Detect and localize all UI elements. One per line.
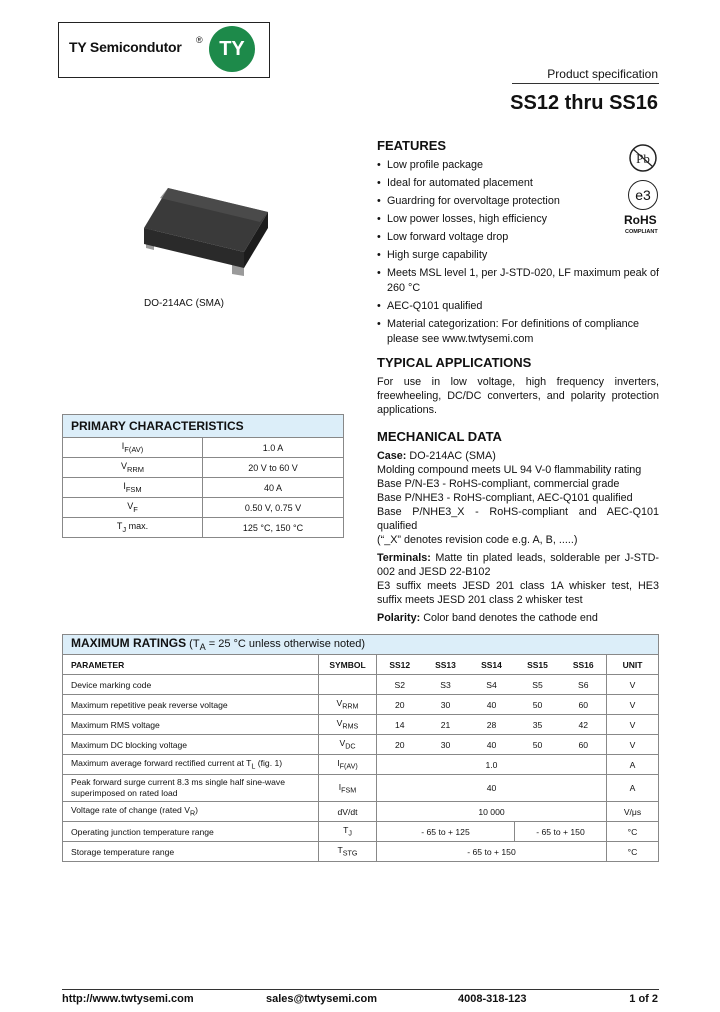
list-item: • Meets MSL level 1, per J-STD-020, LF maximum peak of 260 °C <box>377 266 659 296</box>
typical-applications-heading: TYPICAL APPLICATIONS <box>377 355 532 370</box>
column-header: SS15 <box>515 655 561 675</box>
footer-email[interactable]: sales@twtysemi.com <box>266 993 377 1005</box>
param-cell: Maximum average forward rectified current at $T_L$ (fig. 1) <box>63 755 319 775</box>
table-row <box>63 478 344 498</box>
value-cell: 60 <box>561 695 607 715</box>
terminals-label: Terminals: <box>377 552 431 564</box>
value-cell: 10 000 <box>377 802 607 822</box>
e3-text: e3 <box>635 187 651 203</box>
rohs-compliant-label: COMPLIANT <box>625 229 658 235</box>
symbol-cell: $V_{RMS}$ <box>319 715 377 735</box>
value-cell: 20 <box>377 695 423 715</box>
registered-mark: ® <box>196 35 203 45</box>
value-cell: - 65 to + 150 <box>377 842 607 862</box>
column-header: SS14 <box>469 655 515 675</box>
value-cell: 28 <box>469 715 515 735</box>
ty-emblem-icon <box>209 26 255 72</box>
mechanical-line: Molding compound meets UL 94 V-0 flammability rating <box>377 464 642 476</box>
list-item: • Material categorization: For definitions of compliance please see www.twtysemi.com <box>377 317 659 347</box>
table-row <box>63 675 659 695</box>
list-item: • AEC-Q101 qualified <box>377 297 659 315</box>
param-symbol: $T_J$ max. <box>63 518 203 538</box>
case-line <box>377 449 659 463</box>
unit-cell: V/μs <box>607 802 659 822</box>
table-header-row <box>63 655 659 675</box>
table-row <box>63 715 659 735</box>
list-item: • Low power losses, high efficiency <box>377 210 659 228</box>
value-cell: - 65 to + 125 <box>377 822 515 842</box>
symbol-cell: $I_{F(AV)}$ <box>319 755 377 775</box>
value-cell: 50 <box>515 695 561 715</box>
table-row <box>63 735 659 755</box>
e3-icon <box>628 180 658 210</box>
column-header: SS16 <box>561 655 607 675</box>
table-row <box>63 695 659 715</box>
primary-characteristics-heading: PRIMARY CHARACTERISTICS <box>63 415 344 438</box>
mechanical-line: (“_X” denotes revision code e.g. A, B, .....) <box>377 534 578 546</box>
value-cell: 14 <box>377 715 423 735</box>
lead-free-icon <box>628 143 658 173</box>
param-symbol: $V_F$ <box>63 498 203 518</box>
mechanical-data-block <box>377 449 659 625</box>
unit-cell: V <box>607 735 659 755</box>
symbol-cell: $V_{DC}$ <box>319 735 377 755</box>
value-cell: S3 <box>423 675 469 695</box>
case-value: DO-214AC (SMA) <box>409 450 496 462</box>
value-cell: 60 <box>561 735 607 755</box>
unit-cell: A <box>607 775 659 802</box>
column-header: SYMBOL <box>319 655 377 675</box>
unit-cell: A <box>607 755 659 775</box>
terminals-line <box>377 551 659 579</box>
value-cell: S2 <box>377 675 423 695</box>
value-cell: S5 <box>515 675 561 695</box>
package-label: DO-214AC (SMA) <box>144 298 225 309</box>
unit-cell: °C <box>607 842 659 862</box>
footer-url[interactable]: http://www.twtysemi.com <box>62 993 194 1005</box>
value-cell: - 65 to + 150 <box>515 822 607 842</box>
case-label: Case: <box>377 450 407 462</box>
rohs-label: RoHS <box>624 213 657 227</box>
value-cell: 21 <box>423 715 469 735</box>
param-cell: Maximum DC blocking voltage <box>63 735 319 755</box>
table-row <box>63 802 659 822</box>
column-header: PARAMETER <box>63 655 319 675</box>
mechanical-line: Base P/NHE3 - RoHS-compliant, AEC-Q101 qualified <box>377 492 633 504</box>
list-item: • Ideal for automated placement <box>377 174 659 192</box>
table-row <box>63 518 344 538</box>
typical-applications-text: For use in low voltage, high frequency inverters, freewheeling, DC/DC converters, and polarity protection applications. <box>377 376 659 416</box>
polarity-value: Color band denotes the cathode end <box>423 612 598 624</box>
features-heading: FEATURES <box>377 138 447 153</box>
value-cell: S6 <box>561 675 607 695</box>
symbol-cell: $V_{RRM}$ <box>319 695 377 715</box>
symbol-cell: $T_J$ <box>319 822 377 842</box>
primary-characteristics-table <box>62 414 344 538</box>
value-cell: 1.0 <box>377 755 607 775</box>
footer-phone: 4008-318-123 <box>458 993 527 1005</box>
emblem-text: TY <box>219 37 245 60</box>
symbol-cell: $I_{FSM}$ <box>319 775 377 802</box>
sma-package-image <box>140 170 270 290</box>
param-value: 125 °C, 150 °C <box>203 518 344 538</box>
table-row <box>63 755 659 775</box>
terminals-extra: E3 suffix meets JESD 201 class 1A whisker test, HE3 suffix meets JESD 201 class 2 whisker test <box>377 580 659 606</box>
value-cell: 20 <box>377 735 423 755</box>
unit-cell: °C <box>607 822 659 842</box>
column-header: UNIT <box>607 655 659 675</box>
maximum-ratings-table <box>62 634 659 862</box>
unit-cell: V <box>607 675 659 695</box>
mechanical-line: Base P/NHE3_X - RoHS-compliant and AEC-Q101 qualified <box>377 506 659 532</box>
column-header: SS13 <box>423 655 469 675</box>
table-row <box>63 842 659 862</box>
param-cell: Maximum RMS voltage <box>63 715 319 735</box>
list-item: • Guardring for overvoltage protection <box>377 192 659 210</box>
param-cell: Device marking code <box>63 675 319 695</box>
header-divider <box>512 83 659 84</box>
value-cell: 40 <box>469 695 515 715</box>
param-cell: Maximum repetitive peak reverse voltage <box>63 695 319 715</box>
terminals-value: Matte tin plated leads, solderable per J-STD-002 and JESD 22-B102 <box>377 552 659 578</box>
value-cell: S4 <box>469 675 515 695</box>
product-spec-label: Product specification <box>547 67 658 81</box>
param-symbol: $I_{F(AV)}$ <box>63 438 203 458</box>
param-value: 0.50 V, 0.75 V <box>203 498 344 518</box>
polarity-line <box>377 611 659 625</box>
param-value: 20 V to 60 V <box>203 458 344 478</box>
company-name: TY Semicondutor <box>69 39 182 55</box>
param-cell: Voltage rate of change (rated $V_R$) <box>63 802 319 822</box>
symbol-cell: $T_{STG}$ <box>319 842 377 862</box>
maximum-ratings-heading: MAXIMUM RATINGS ($T_A = 25$ °C unless otherwise noted) <box>63 635 659 655</box>
value-cell: 50 <box>515 735 561 755</box>
value-cell: 30 <box>423 735 469 755</box>
value-cell: 42 <box>561 715 607 735</box>
value-cell: 35 <box>515 715 561 735</box>
table-row <box>63 438 344 458</box>
unit-cell: V <box>607 715 659 735</box>
list-item: • Low forward voltage drop <box>377 228 659 246</box>
list-item: • Low profile package <box>377 156 659 174</box>
param-symbol: $I_{FSM}$ <box>63 478 203 498</box>
value-cell: 40 <box>469 735 515 755</box>
mechanical-line: Base P/N-E3 - RoHS-compliant, commercial grade <box>377 478 620 490</box>
param-value: 1.0 A <box>203 438 344 458</box>
features-list <box>377 156 659 348</box>
footer-divider <box>62 989 659 990</box>
symbol-cell <box>319 675 377 695</box>
unit-cell: V <box>607 695 659 715</box>
symbol-cell: dV/dt <box>319 802 377 822</box>
column-header: SS12 <box>377 655 423 675</box>
table-row <box>63 822 659 842</box>
list-item: • High surge capability <box>377 246 659 264</box>
param-value: 40 A <box>203 478 344 498</box>
param-cell: Peak forward surge current 8.3 ms single half sine-wave superimposed on rated load <box>63 775 319 802</box>
footer-page-number: 1 of 2 <box>629 993 658 1005</box>
pb-text: Pb <box>636 151 650 166</box>
value-cell: 40 <box>377 775 607 802</box>
param-cell: Storage temperature range <box>63 842 319 862</box>
value-cell: 30 <box>423 695 469 715</box>
param-cell: Operating junction temperature range <box>63 822 319 842</box>
part-title: SS12 thru SS16 <box>510 92 658 114</box>
polarity-label: Polarity: <box>377 612 421 624</box>
table-row <box>63 458 344 478</box>
table-row <box>63 775 659 802</box>
company-logo <box>58 22 270 78</box>
table-row <box>63 498 344 518</box>
param-symbol: $V_{RRM}$ <box>63 458 203 478</box>
mechanical-data-heading: MECHANICAL DATA <box>377 429 502 444</box>
